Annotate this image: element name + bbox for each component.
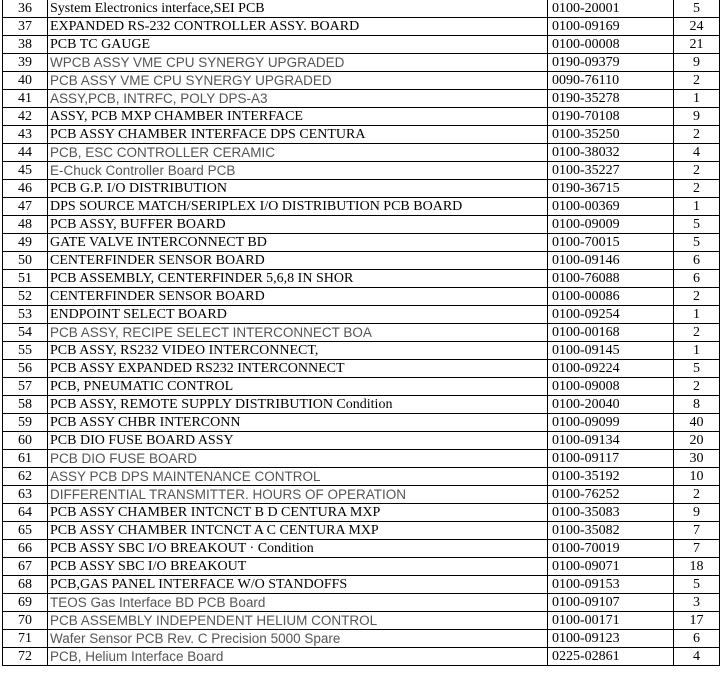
row-number: 36	[3, 0, 48, 18]
table-row	[3, 126, 720, 144]
quantity: 6	[674, 252, 720, 270]
part-description: GATE VALVE INTERCONNECT BD	[48, 234, 548, 252]
quantity: 3	[674, 594, 720, 612]
part-number: 0100-09153	[548, 576, 674, 594]
quantity: 1	[674, 306, 720, 324]
row-number: 50	[3, 252, 48, 270]
part-description: PCB ASSY, BUFFER BOARD	[48, 216, 548, 234]
quantity: 24	[674, 18, 720, 36]
part-description: PCB, ESC CONTROLLER CERAMIC	[48, 144, 548, 162]
table-row	[3, 540, 720, 558]
quantity: 2	[674, 126, 720, 144]
quantity: 4	[674, 144, 720, 162]
table-row	[3, 216, 720, 234]
quantity: 8	[674, 396, 720, 414]
quantity: 17	[674, 612, 720, 630]
part-number: 0190-35278	[548, 90, 674, 108]
row-number: 65	[3, 522, 48, 540]
quantity: 5	[674, 216, 720, 234]
table-row	[3, 504, 720, 522]
row-number: 70	[3, 612, 48, 630]
quantity: 7	[674, 540, 720, 558]
quantity: 5	[674, 234, 720, 252]
part-description: PCB, Helium Interface Board	[48, 648, 548, 666]
part-description: System Electronics interface,SEI PCB	[48, 0, 548, 18]
row-number: 57	[3, 378, 48, 396]
quantity: 2	[674, 486, 720, 504]
part-description: CENTERFINDER SENSOR BOARD	[48, 252, 548, 270]
quantity: 40	[674, 414, 720, 432]
table-row	[3, 72, 720, 90]
part-description: PCB G.P. I/O DISTRIBUTION	[48, 180, 548, 198]
part-number: 0190-36715	[548, 180, 674, 198]
part-number: 0100-09123	[548, 630, 674, 648]
part-number: 0100-76252	[548, 486, 674, 504]
table-row	[3, 378, 720, 396]
row-number: 45	[3, 162, 48, 180]
table-row	[3, 180, 720, 198]
part-number: 0225-02861	[548, 648, 674, 666]
row-number: 52	[3, 288, 48, 306]
part-description: PCB TC GAUGE	[48, 36, 548, 54]
quantity: 2	[674, 162, 720, 180]
part-number: 0100-38032	[548, 144, 674, 162]
part-number: 0100-09146	[548, 252, 674, 270]
quantity: 2	[674, 72, 720, 90]
part-number: 0100-76088	[548, 270, 674, 288]
part-number: 0100-70015	[548, 234, 674, 252]
row-number: 63	[3, 486, 48, 504]
table-row	[3, 306, 720, 324]
quantity: 1	[674, 342, 720, 360]
quantity: 1	[674, 90, 720, 108]
table-row	[3, 90, 720, 108]
part-number: 0100-35082	[548, 522, 674, 540]
row-number: 42	[3, 108, 48, 126]
part-description: Wafer Sensor PCB Rev. C Precision 5000 Spare	[48, 630, 548, 648]
part-description: PCB ASSY CHAMBER INTERFACE DPS CENTURA	[48, 126, 548, 144]
part-description: ASSY,PCB, INTRFC, POLY DPS-A3	[48, 90, 548, 108]
row-number: 72	[3, 648, 48, 666]
quantity: 18	[674, 558, 720, 576]
table-row	[3, 18, 720, 36]
quantity: 20	[674, 432, 720, 450]
table-row	[3, 252, 720, 270]
part-description: PCB, PNEUMATIC CONTROL	[48, 378, 548, 396]
quantity: 9	[674, 504, 720, 522]
table-row	[3, 522, 720, 540]
quantity: 5	[674, 360, 720, 378]
row-number: 54	[3, 324, 48, 342]
row-number: 59	[3, 414, 48, 432]
row-number: 44	[3, 144, 48, 162]
part-number: 0190-70108	[548, 108, 674, 126]
quantity: 6	[674, 630, 720, 648]
table-row	[3, 360, 720, 378]
table-row	[3, 594, 720, 612]
part-number: 0100-09099	[548, 414, 674, 432]
quantity: 1	[674, 198, 720, 216]
part-description: PCB ASSY, RECIPE SELECT INTERCONNECT BOA	[48, 324, 548, 342]
part-description: PCB ASSY CHAMBER INTCNCT B D CENTURA MXP	[48, 504, 548, 522]
row-number: 68	[3, 576, 48, 594]
part-description: PCB ASSEMBLY INDEPENDENT HELIUM CONTROL	[48, 612, 548, 630]
row-number: 43	[3, 126, 48, 144]
table-row	[3, 432, 720, 450]
part-number: 0100-09008	[548, 378, 674, 396]
table-row	[3, 612, 720, 630]
part-number: 0100-00086	[548, 288, 674, 306]
part-description: ASSY, PCB MXP CHAMBER INTERFACE	[48, 108, 548, 126]
quantity: 21	[674, 36, 720, 54]
part-description: PCB ASSY SBC I/O BREAKOUT · Condition	[48, 540, 548, 558]
row-number: 49	[3, 234, 48, 252]
row-number: 69	[3, 594, 48, 612]
quantity: 2	[674, 324, 720, 342]
row-number: 53	[3, 306, 48, 324]
part-number: 0100-09145	[548, 342, 674, 360]
table-row	[3, 396, 720, 414]
part-description: PCB ASSY, RS232 VIDEO INTERCONNECT,	[48, 342, 548, 360]
quantity: 30	[674, 450, 720, 468]
table-row	[3, 450, 720, 468]
table-row	[3, 288, 720, 306]
part-number: 0100-09071	[548, 558, 674, 576]
part-description: CENTERFINDER SENSOR BOARD	[48, 288, 548, 306]
row-number: 46	[3, 180, 48, 198]
part-description: DPS SOURCE MATCH/SERIPLEX I/O DISTRIBUTION PCB BOARD	[48, 198, 548, 216]
part-number: 0190-09379	[548, 54, 674, 72]
part-description: E-Chuck Controller Board PCB	[48, 162, 548, 180]
part-description: PCB ASSY EXPANDED RS232 INTERCONNECT	[48, 360, 548, 378]
table-row	[3, 270, 720, 288]
row-number: 39	[3, 54, 48, 72]
part-number: 0090-76110	[548, 72, 674, 90]
part-description: DIFFERENTIAL TRANSMITTER. HOURS OF OPERATION	[48, 486, 548, 504]
row-number: 51	[3, 270, 48, 288]
table-row	[3, 468, 720, 486]
part-description: PCB ASSY CHBR INTERCONN	[48, 414, 548, 432]
parts-table	[2, 0, 720, 666]
part-number: 0100-35227	[548, 162, 674, 180]
row-number: 67	[3, 558, 48, 576]
table-row	[3, 324, 720, 342]
part-number: 0100-09169	[548, 18, 674, 36]
part-description: PCB ASSY VME CPU SYNERGY UPGRADED	[48, 72, 548, 90]
part-number: 0100-20040	[548, 396, 674, 414]
row-number: 61	[3, 450, 48, 468]
quantity: 5	[674, 576, 720, 594]
table-row	[3, 144, 720, 162]
row-number: 47	[3, 198, 48, 216]
part-number: 0100-70019	[548, 540, 674, 558]
part-description: PCB DIO FUSE BOARD	[48, 450, 548, 468]
quantity: 2	[674, 180, 720, 198]
part-number: 0100-09107	[548, 594, 674, 612]
table-row	[3, 108, 720, 126]
part-number: 0100-09009	[548, 216, 674, 234]
table-row	[3, 414, 720, 432]
row-number: 62	[3, 468, 48, 486]
part-number: 0100-35083	[548, 504, 674, 522]
table-row	[3, 0, 720, 18]
quantity: 10	[674, 468, 720, 486]
quantity: 7	[674, 522, 720, 540]
table-row	[3, 486, 720, 504]
quantity: 9	[674, 108, 720, 126]
quantity: 4	[674, 648, 720, 666]
row-number: 41	[3, 90, 48, 108]
quantity: 2	[674, 288, 720, 306]
part-number: 0100-00008	[548, 36, 674, 54]
part-number: 0100-00369	[548, 198, 674, 216]
parts-table-body	[3, 0, 720, 666]
row-number: 37	[3, 18, 48, 36]
part-number: 0100-00168	[548, 324, 674, 342]
part-description: ENDPOINT SELECT BOARD	[48, 306, 548, 324]
part-description: PCB ASSEMBLY, CENTERFINDER 5,6,8 IN SHOR	[48, 270, 548, 288]
part-number: 0100-35250	[548, 126, 674, 144]
table-row	[3, 54, 720, 72]
quantity: 5	[674, 0, 720, 18]
table-row	[3, 648, 720, 666]
row-number: 60	[3, 432, 48, 450]
row-number: 38	[3, 36, 48, 54]
table-row	[3, 558, 720, 576]
row-number: 66	[3, 540, 48, 558]
quantity: 2	[674, 378, 720, 396]
table-row	[3, 198, 720, 216]
part-description: WPCB ASSY VME CPU SYNERGY UPGRADED	[48, 54, 548, 72]
part-number: 0100-09134	[548, 432, 674, 450]
part-description: PCB,GAS PANEL INTERFACE W/O STANDOFFS	[48, 576, 548, 594]
part-description: PCB ASSY CHAMBER INTCNCT A C CENTURA MXP	[48, 522, 548, 540]
part-number: 0100-09224	[548, 360, 674, 378]
part-number: 0100-20001	[548, 0, 674, 18]
part-number: 0100-09117	[548, 450, 674, 468]
row-number: 58	[3, 396, 48, 414]
table-row	[3, 576, 720, 594]
table-row	[3, 342, 720, 360]
table-row	[3, 234, 720, 252]
table-row	[3, 630, 720, 648]
table-row	[3, 162, 720, 180]
part-description: PCB ASSY SBC I/O BREAKOUT	[48, 558, 548, 576]
part-description: PCB DIO FUSE BOARD ASSY	[48, 432, 548, 450]
row-number: 40	[3, 72, 48, 90]
row-number: 56	[3, 360, 48, 378]
part-description: TEOS Gas Interface BD PCB Board	[48, 594, 548, 612]
part-description: ASSY PCB DPS MAINTENANCE CONTROL	[48, 468, 548, 486]
row-number: 55	[3, 342, 48, 360]
part-number: 0100-09254	[548, 306, 674, 324]
row-number: 64	[3, 504, 48, 522]
quantity: 9	[674, 54, 720, 72]
row-number: 48	[3, 216, 48, 234]
table-row	[3, 36, 720, 54]
part-number: 0100-35192	[548, 468, 674, 486]
part-description: PCB ASSY, REMOTE SUPPLY DISTRIBUTION Condition	[48, 396, 548, 414]
part-number: 0100-00171	[548, 612, 674, 630]
part-description: EXPANDED RS-232 CONTROLLER ASSY. BOARD	[48, 18, 548, 36]
quantity: 6	[674, 270, 720, 288]
row-number: 71	[3, 630, 48, 648]
